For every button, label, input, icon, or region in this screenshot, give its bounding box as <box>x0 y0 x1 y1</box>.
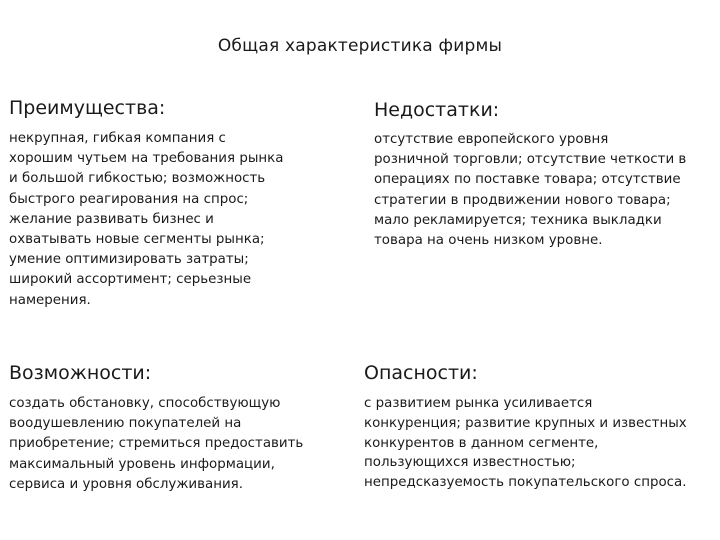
strengths-text: некрупная, гибкая компания с хорошим чутьем на требования рынка и большой гибкостью; возможность быстрого реагирования на спрос; желание развивать бизнес и охватывать новые сегменты рынка; умение оптимизировать затраты; широкий ассортимент; серьезные намерения. <box>9 131 284 308</box>
opportunities-text: создать обстановку, способствующую воодушевлению покупателей на приобретение; стремиться предоставить максимальный уровень информации, сервиса и уровня обслуживания. <box>9 396 304 492</box>
threats-heading: Опасности: <box>364 362 478 384</box>
strengths-heading: Преимущества: <box>9 97 166 119</box>
weaknesses-section <box>374 98 714 251</box>
opportunities-section <box>9 361 339 495</box>
strengths-section <box>9 96 339 311</box>
threats-text: с развитием рынка усиливается конкуренция; развитие крупных и известных конкурентов в данном сегменте, пользующихся известностью; непредсказуемость покупательского спроса. <box>364 396 687 491</box>
weaknesses-text: отсутствие европейского уровня розничной торговли; отсутствие четкости в операциях по поставке товара; отсутствие стратегии в продвижении нового товара; мало рекламируется; техника выкладки товара на очень низком уровне. <box>374 132 687 249</box>
opportunities-heading: Возможности: <box>9 362 152 384</box>
weaknesses-heading: Недостатки: <box>374 99 500 121</box>
threats-section <box>364 361 714 493</box>
page-title: Общая характеристика фирмы <box>217 36 503 56</box>
